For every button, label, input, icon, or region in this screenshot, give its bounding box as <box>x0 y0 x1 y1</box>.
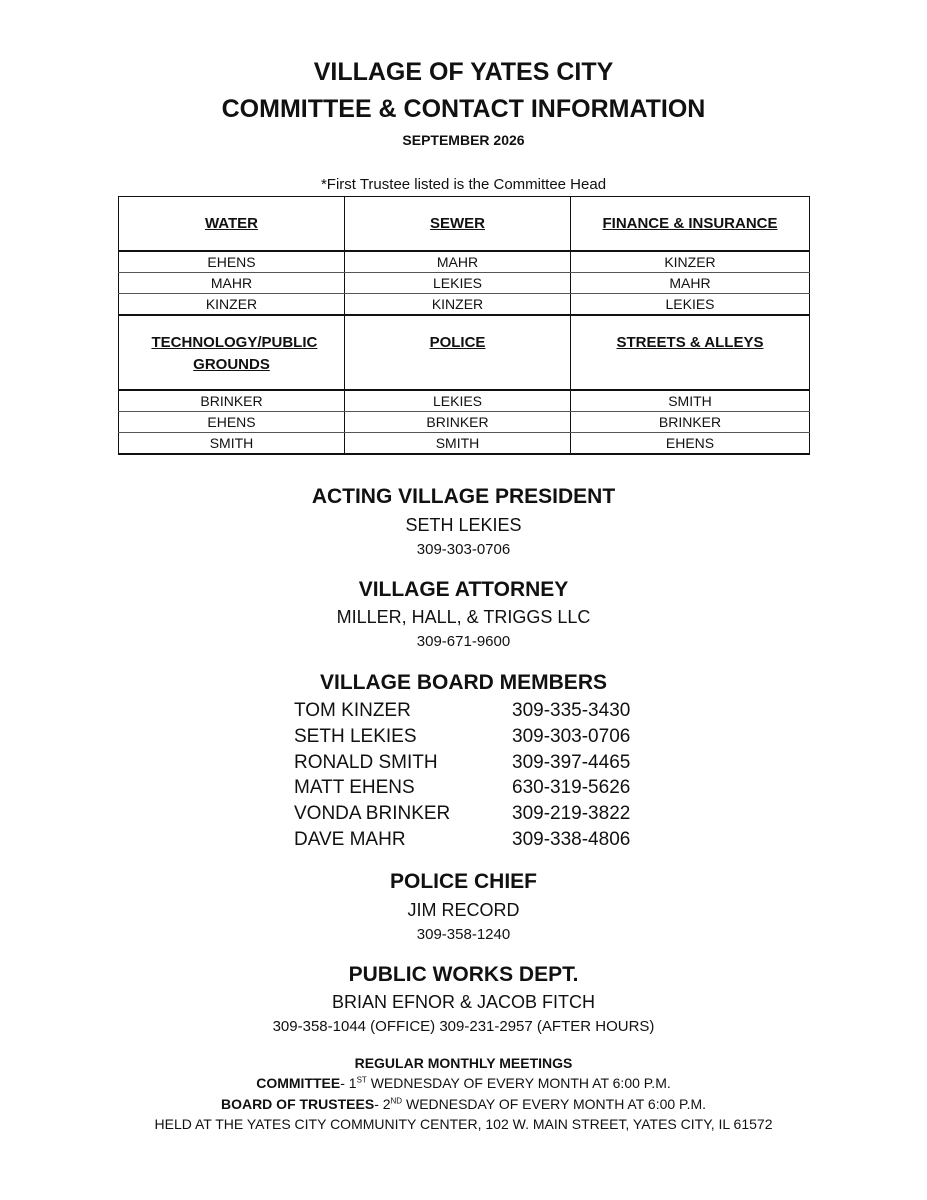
committee-header-streets: STREETS & ALLEYS <box>571 315 810 390</box>
committee-table <box>118 196 810 455</box>
board-meeting-ordinal: ND <box>390 1096 403 1106</box>
committee-member: BRINKER <box>571 412 810 433</box>
committee-member: EHENS <box>119 251 345 273</box>
board-member-name: TOM KINZER <box>294 700 411 721</box>
police-chief-phone: 309-358-1240 <box>416 926 511 943</box>
board-member-list <box>294 700 654 855</box>
list-item <box>294 803 654 829</box>
board-member-name: MATT EHENS <box>294 777 415 799</box>
committee-member: SMITH <box>345 433 571 455</box>
public-works-heading: PUBLIC WORKS DEPT. <box>348 963 579 986</box>
board-heading: VILLAGE BOARD MEMBERS <box>319 671 607 694</box>
board-member-name: VONDA BRINKER <box>294 803 451 825</box>
committee-member: BRINKER <box>345 412 571 433</box>
list-item <box>294 726 654 752</box>
board-member-phone: 309-303-0706 <box>512 725 631 747</box>
board-member-phone: 309-338-4806 <box>512 828 631 850</box>
board-member-phone: 309-219-3822 <box>512 803 631 825</box>
committee-meeting-ordinal: ST <box>356 1075 367 1085</box>
president-heading: ACTING VILLAGE PRESIDENT <box>311 485 616 508</box>
committee-member: MAHR <box>571 273 810 294</box>
public-works-phones: 309-358-1044 (OFFICE) 309-231-2957 (AFTER HOURS) <box>272 1018 655 1035</box>
public-works-names: BRIAN EFNOR & JACOB FITCH <box>331 992 596 1012</box>
meeting-location: HELD AT THE YATES CITY COMMUNITY CENTER, 102 W. MAIN STREET, YATES CITY, IL 61572 <box>154 1116 773 1132</box>
list-item <box>294 700 654 726</box>
board-meeting-label: BOARD OF TRUSTEES <box>220 1096 375 1112</box>
page-title: VILLAGE OF YATES CITY <box>313 58 614 86</box>
document-date: SEPTEMBER 2026 <box>402 132 525 148</box>
board-member-name: RONALD SMITH <box>294 751 438 773</box>
committee-member: EHENS <box>119 412 345 433</box>
board-meeting-line <box>0 1096 927 1112</box>
committee-header-sewer: SEWER <box>345 197 571 252</box>
committee-meeting-label: COMMITTEE <box>256 1075 341 1091</box>
committee-member: MAHR <box>119 273 345 294</box>
page-subtitle: COMMITTEE & CONTACT INFORMATION <box>221 95 706 123</box>
committee-member: KINZER <box>345 294 571 316</box>
board-meeting-prefix: - 2 <box>374 1096 391 1112</box>
committee-member: LEKIES <box>345 273 571 294</box>
committee-header-police: POLICE <box>345 315 571 390</box>
attorney-name: MILLER, HALL, & TRIGGS LLC <box>336 607 591 627</box>
committee-header-technology-label: TECHNOLOGY/PUBLIC GROUNDS <box>151 334 318 373</box>
list-item <box>294 777 654 803</box>
board-member-phone: 630-319-5626 <box>512 777 631 799</box>
board-member-name: SETH LEKIES <box>294 725 417 747</box>
committee-member: EHENS <box>571 433 810 455</box>
board-member-phone: 309-335-3430 <box>512 700 631 721</box>
committee-header-technology <box>119 315 345 390</box>
committee-meeting-prefix: - 1 <box>340 1075 357 1091</box>
list-item <box>294 829 654 855</box>
attorney-heading: VILLAGE ATTORNEY <box>358 578 569 601</box>
committee-member: MAHR <box>345 251 571 273</box>
president-phone: 309-303-0706 <box>416 541 511 558</box>
president-name: SETH LEKIES <box>405 515 522 535</box>
board-member-name: DAVE MAHR <box>294 828 406 850</box>
committee-head-note: *First Trustee listed is the Committee Head <box>320 176 607 193</box>
attorney-phone: 309-671-9600 <box>416 633 511 650</box>
committee-member: LEKIES <box>571 294 810 316</box>
committee-member: LEKIES <box>345 390 571 412</box>
police-chief-name: JIM RECORD <box>407 900 520 920</box>
committee-member: KINZER <box>571 251 810 273</box>
board-member-phone: 309-397-4465 <box>512 751 631 773</box>
committee-header-water: WATER <box>119 197 345 252</box>
board-meeting-text: WEDNESDAY OF EVERY MONTH AT 6:00 P.M. <box>402 1096 707 1112</box>
list-item <box>294 752 654 778</box>
meetings-heading: REGULAR MONTHLY MEETINGS <box>354 1055 573 1071</box>
committee-meeting-text: WEDNESDAY OF EVERY MONTH AT 6:00 P.M. <box>366 1075 671 1091</box>
committee-member: KINZER <box>119 294 345 316</box>
committee-member: BRINKER <box>119 390 345 412</box>
committee-header-finance: FINANCE & INSURANCE <box>571 197 810 252</box>
committee-meeting-line <box>0 1075 927 1091</box>
committee-member: SMITH <box>571 390 810 412</box>
committee-member: SMITH <box>119 433 345 455</box>
police-chief-heading: POLICE CHIEF <box>389 870 537 893</box>
